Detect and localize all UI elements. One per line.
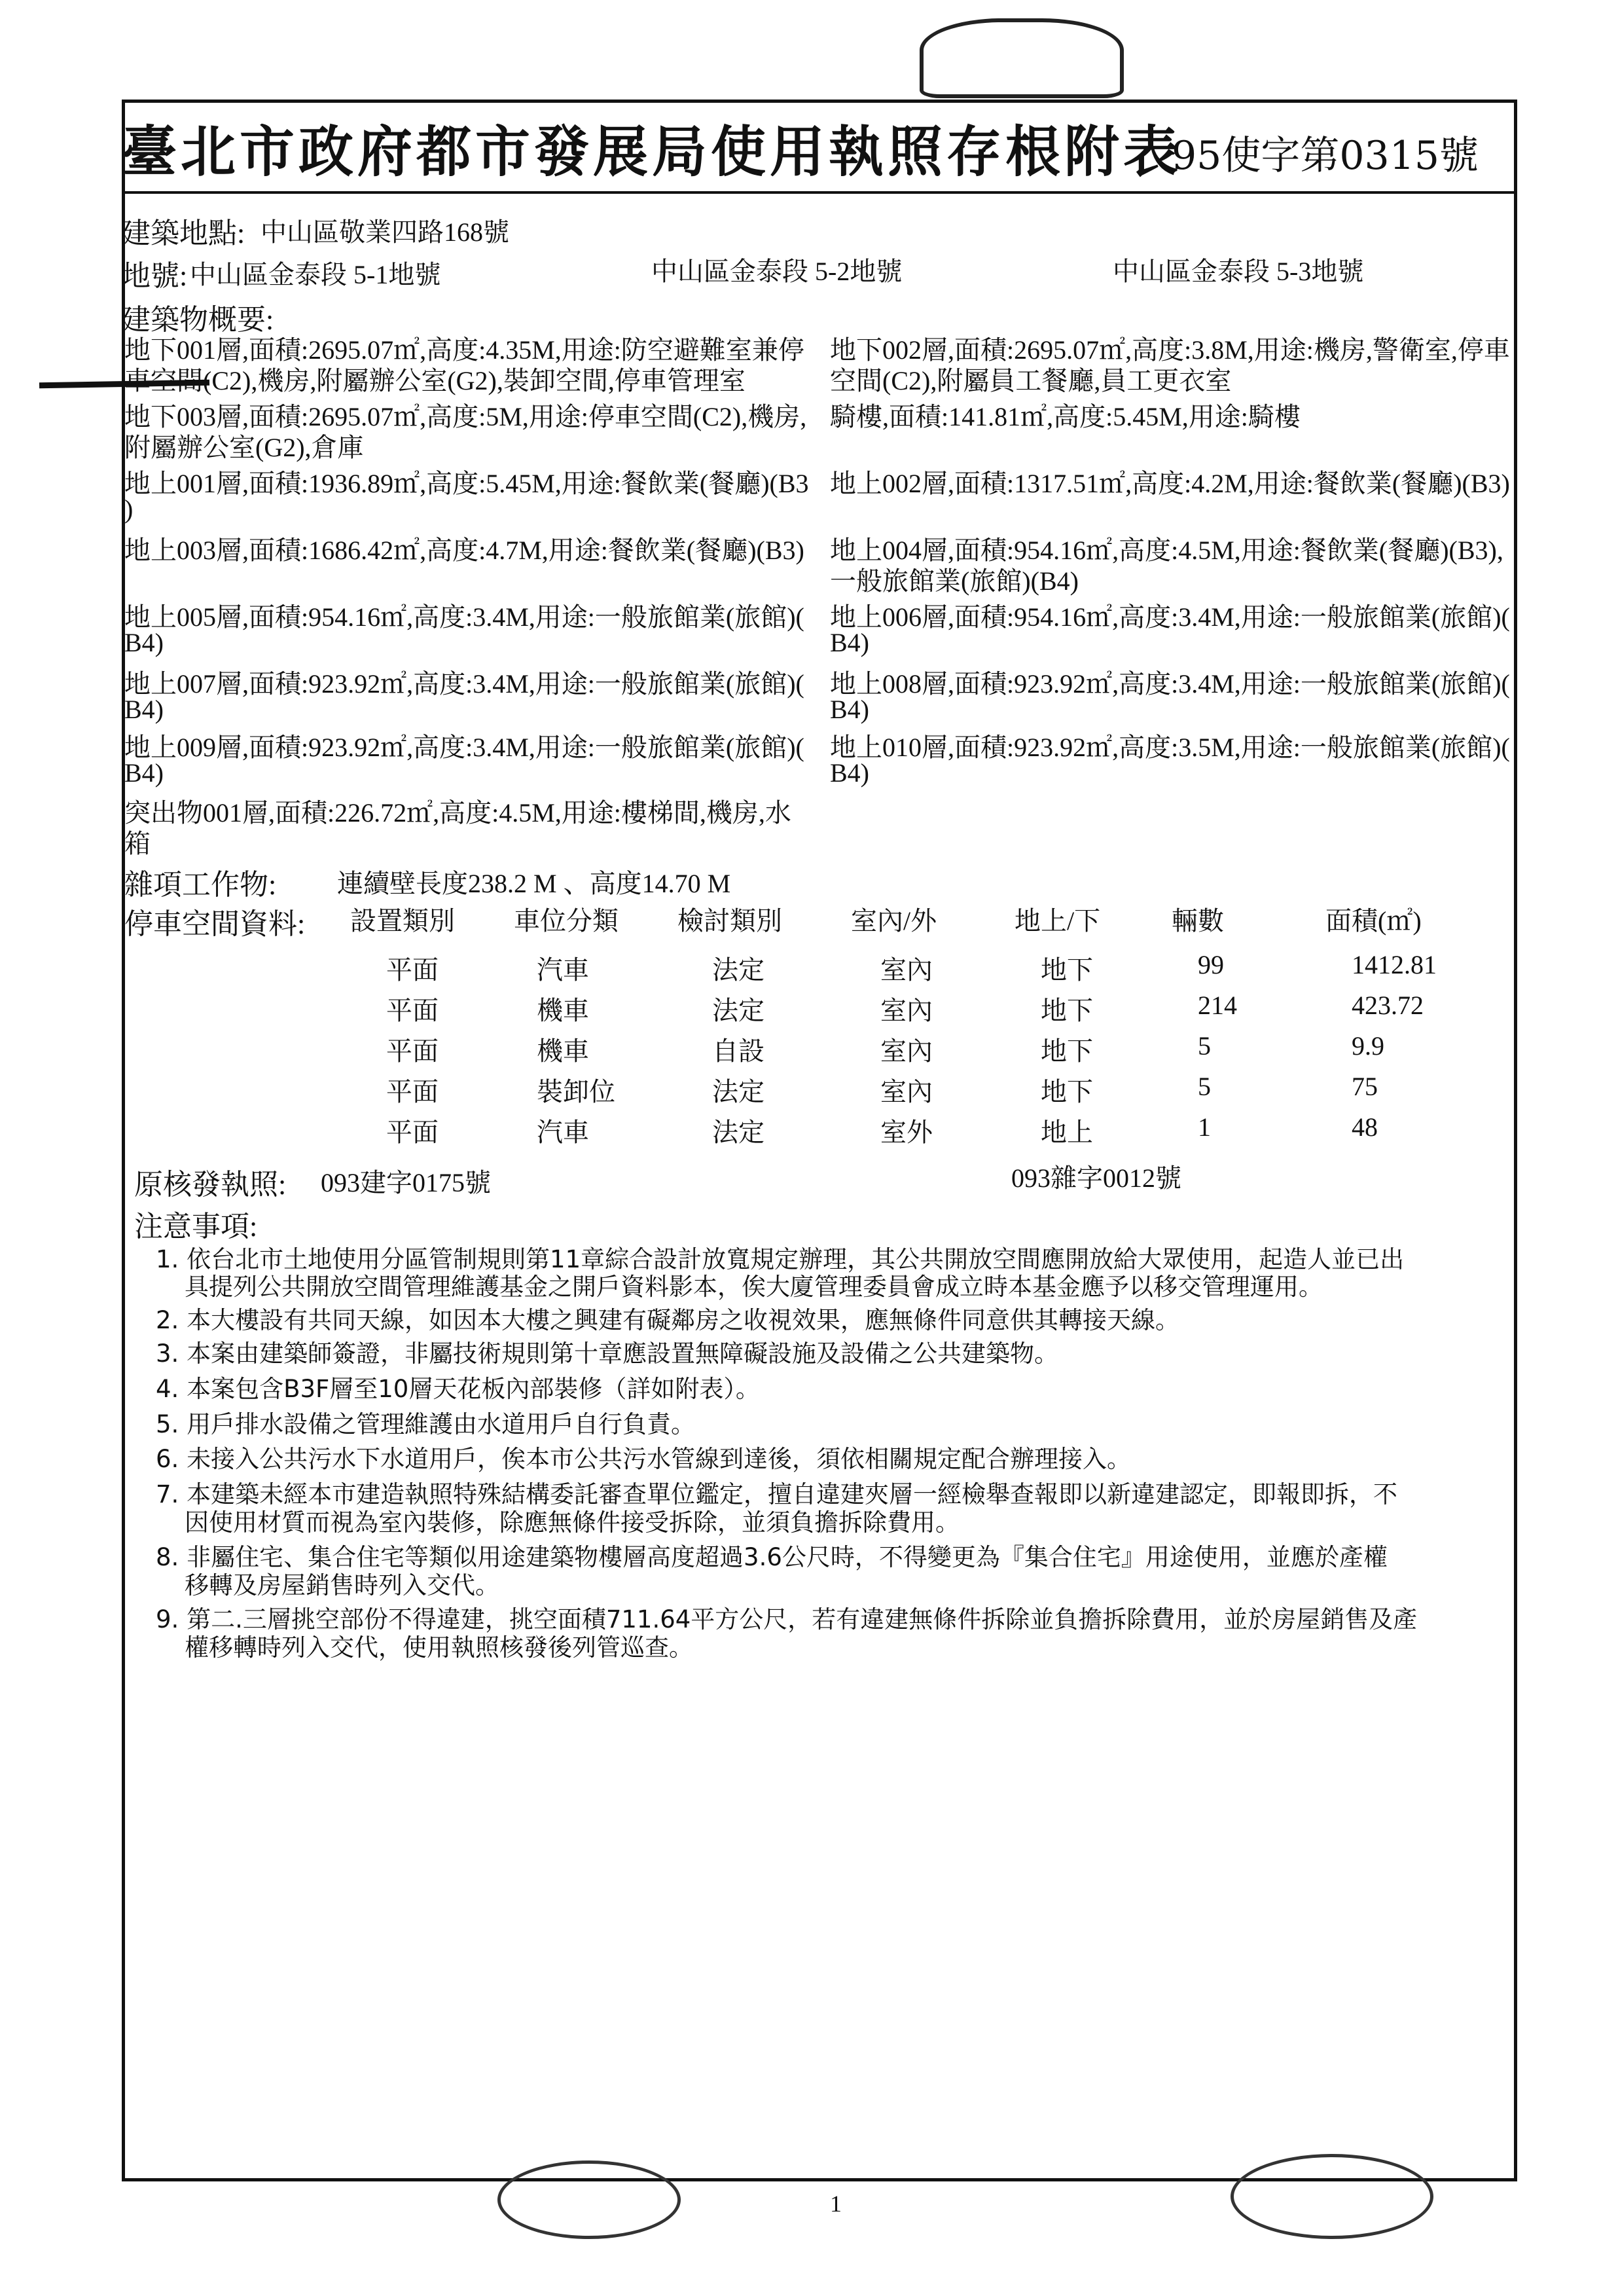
overview-f1-line2: ) [124,494,134,524]
parking-cell: 法定 [712,955,764,985]
parking-cell: 地下 [1041,1036,1093,1066]
overview-f9-line2: B4) [124,758,164,788]
parking-cell: 法定 [712,996,764,1025]
original-license-value-1: 093建字0175號 [321,1168,491,1197]
parking-cell: 機車 [537,996,589,1025]
seal-stamp-bottom-left [497,2160,681,2239]
parking-cell: 9.9 [1352,1031,1384,1061]
note-2: 2. 本大樓設有共同天線，如因本大樓之興建有礙鄰房之收視效果，應無條件同意供其轉接天線。 [156,1306,1180,1334]
overview-f5-line1: 地上005層,面積:954.16㎡,高度:3.4M,用途:一般旅館業(旅館)( [124,602,804,632]
parking-cell: 自設 [712,1036,764,1066]
address-label: 建築地點: [122,217,245,249]
note-9-line2: 權移轉時列入交代，使用執照核發後列管巡查。 [185,1633,693,1662]
overview-f4-line2: 一般旅館業(旅館)(B4) [830,566,1079,596]
note-1-line1: 1. 依台北市土地使用分區管制規則第11章綜合設計放寬規定辦理，其公共開放空間應開放給大眾使用，起造人並已出 [156,1245,1405,1273]
parking-cell: 平面 [386,955,439,985]
parking-cell: 99 [1198,950,1224,979]
misc-value: 連續壁長度238.2 M 、高度14.70 M [337,869,731,898]
overview-f6-line2: B4) [830,628,869,657]
misc-label: 雜項工作物: [124,869,277,901]
parking-cell: 汽車 [537,1118,589,1147]
parking-header-level: 地上/下 [1015,906,1101,936]
overview-f10-line1: 地上010層,面積:923.92㎡,高度:3.5M,用途:一般旅館業(旅館)( [830,733,1510,762]
note-9-line1: 9. 第二.三層挑空部份不得違建，挑空面積711.64平方公尺，若有違建無條件拆除並負擔拆除費用，並於房屋銷售及產 [156,1605,1418,1633]
parking-label: 停車空間資料: [124,908,306,940]
parking-header-review: 檢討類別 [677,906,782,936]
overview-b3-line2: 附屬辦公室(G2),倉庫 [124,433,364,462]
note-4: 4. 本案包含B3F層至10層天花板內部裝修（詳如附表）。 [156,1375,760,1403]
overview-f1-line1: 地上001層,面積:1936.89㎡,高度:5.45M,用途:餐飲業(餐廳)(B3 [124,469,809,498]
note-7-line1: 7. 本建築未經本市建造執照特殊結構委託審查單位鑑定，擅自違建夾層一經檢舉查報即以新違建認定，即報即拆，不 [156,1480,1398,1508]
note-5: 5. 用戶排水設備之管理維護由水道用戶自行負責。 [156,1410,696,1438]
original-license-label: 原核發執照: [134,1169,287,1201]
parking-cell: 機車 [537,1036,589,1066]
parking-cell: 汽車 [537,955,589,985]
overview-f4-line1: 地上004層,面積:954.16㎡,高度:4.5M,用途:餐飲業(餐廳)(B3), [830,536,1503,565]
parking-cell: 室內 [880,996,933,1025]
parking-cell: 5 [1198,1031,1211,1061]
overview-b2-line2: 空間(C2),附屬員工餐廳,員工更衣室 [830,366,1232,395]
address-value: 中山區敬業四路168號 [261,217,509,247]
overview-f6-line1: 地上006層,面積:954.16㎡,高度:3.4M,用途:一般旅館業(旅館)( [830,602,1510,632]
note-7-line2: 因使用材質而視為室內裝修，除應無條件接受拆除，並須負擔拆除費用。 [185,1508,960,1537]
parking-cell: 室外 [880,1118,933,1147]
parking-cell: 法定 [712,1077,764,1106]
overview-f9-line1: 地上009層,面積:923.92㎡,高度:3.4M,用途:一般旅館業(旅館)( [124,733,804,762]
parking-cell: 平面 [386,996,439,1025]
note-8-line1: 8. 非屬住宅、集合住宅等類似用途建築物樓層高度超過3.6公尺時，不得變更為『集合住宅』用途使用，並應於產權 [156,1543,1388,1571]
overview-rooftop-line1: 突出物001層,面積:226.72㎡,高度:4.5M,用途:樓梯間,機房,水 [124,798,791,828]
overview-f7-line2: B4) [124,695,164,724]
overview-b3-line1: 地下003層,面積:2695.07㎡,高度:5M,用途:停車空間(C2),機房, [124,402,807,431]
overview-b2-line1: 地下002層,面積:2695.07㎡,高度:3.8M,用途:機房,警衛室,停車 [830,335,1510,365]
parking-cell: 1412.81 [1352,950,1437,979]
parking-cell: 地下 [1041,955,1093,985]
lot-label: 地號: [122,260,188,292]
lot-value-1: 中山區金泰段 5-1地號 [190,260,441,289]
parking-cell: 平面 [386,1118,439,1147]
overview-f10-line2: B4) [830,758,869,788]
overview-f8-line2: B4) [830,695,869,724]
overview-arcade-line1: 騎樓,面積:141.81㎡,高度:5.45M,用途:騎樓 [830,402,1301,431]
parking-header-indoor: 室內/外 [851,906,937,936]
parking-cell: 室內 [880,955,933,985]
overview-f5-line2: B4) [124,628,164,657]
overview-f3-line1: 地上003層,面積:1686.42㎡,高度:4.7M,用途:餐飲業(餐廳)(B3) [124,536,804,565]
parking-cell: 法定 [712,1118,764,1147]
permit-number: 95使字第0315號 [1172,133,1479,179]
overview-b1-line2: 車空間(C2),機房,附屬辦公室(G2),裝卸空間,停車管理室 [124,366,746,395]
parking-cell: 75 [1352,1072,1378,1101]
document-title: 臺北市政府都市發展局使用執照存根附表 [122,119,1183,184]
seal-stamp-top [920,18,1124,98]
parking-cell: 平面 [386,1036,439,1066]
parking-header-class: 車位分類 [514,906,619,936]
overview-f8-line1: 地上008層,面積:923.92㎡,高度:3.4M,用途:一般旅館業(旅館)( [830,669,1510,699]
note-6: 6. 未接入公共污水下水道用戶，俟本市公共污水管線到達後，須依相關規定配合辦理接入。 [156,1445,1132,1473]
parking-cell: 平面 [386,1077,439,1106]
lot-value-2: 中山區金泰段 5-2地號 [651,257,903,286]
parking-cell: 地下 [1041,996,1093,1025]
overview-f7-line1: 地上007層,面積:923.92㎡,高度:3.4M,用途:一般旅館業(旅館)( [124,669,804,699]
parking-cell: 48 [1352,1112,1378,1142]
parking-cell: 214 [1198,991,1237,1020]
lot-value-3: 中山區金泰段 5-3地號 [1113,257,1364,286]
parking-header-count: 輛數 [1172,906,1224,936]
parking-header-type: 設置類別 [350,906,455,936]
note-1-line2: 具提列公共開放空間管理維護基金之開戶資料影本，俟大廈管理委員會成立時本基金應予以移交管理運用。 [185,1273,1323,1301]
parking-cell: 室內 [880,1077,933,1106]
title-divider [122,191,1517,194]
parking-cell: 裝卸位 [537,1077,615,1106]
page-number: 1 [830,2191,842,2217]
seal-stamp-bottom-right [1231,2154,1433,2239]
overview-b1-line1: 地下001層,面積:2695.07㎡,高度:4.35M,用途:防空避難室兼停 [124,335,804,365]
parking-cell: 地下 [1041,1077,1093,1106]
overview-rooftop-line2: 箱 [124,829,151,858]
parking-cell: 1 [1198,1112,1211,1142]
parking-cell: 地上 [1041,1118,1093,1147]
parking-cell: 423.72 [1352,991,1424,1020]
parking-header-area: 面積(㎡) [1325,906,1422,936]
original-license-value-2: 093雜字0012號 [1011,1163,1181,1193]
note-8-line2: 移轉及房屋銷售時列入交代。 [185,1571,499,1599]
note-3: 3. 本案由建築師簽證，非屬技術規則第十章應設置無障礙設施及設備之公共建築物。 [156,1339,1059,1368]
overview-label: 建築物概要: [122,304,274,336]
overview-f2-line1: 地上002層,面積:1317.51㎡,高度:4.2M,用途:餐飲業(餐廳)(B3) [830,469,1510,498]
parking-cell: 室內 [880,1036,933,1066]
notes-label: 注意事項: [134,1211,258,1243]
parking-cell: 5 [1198,1072,1211,1101]
